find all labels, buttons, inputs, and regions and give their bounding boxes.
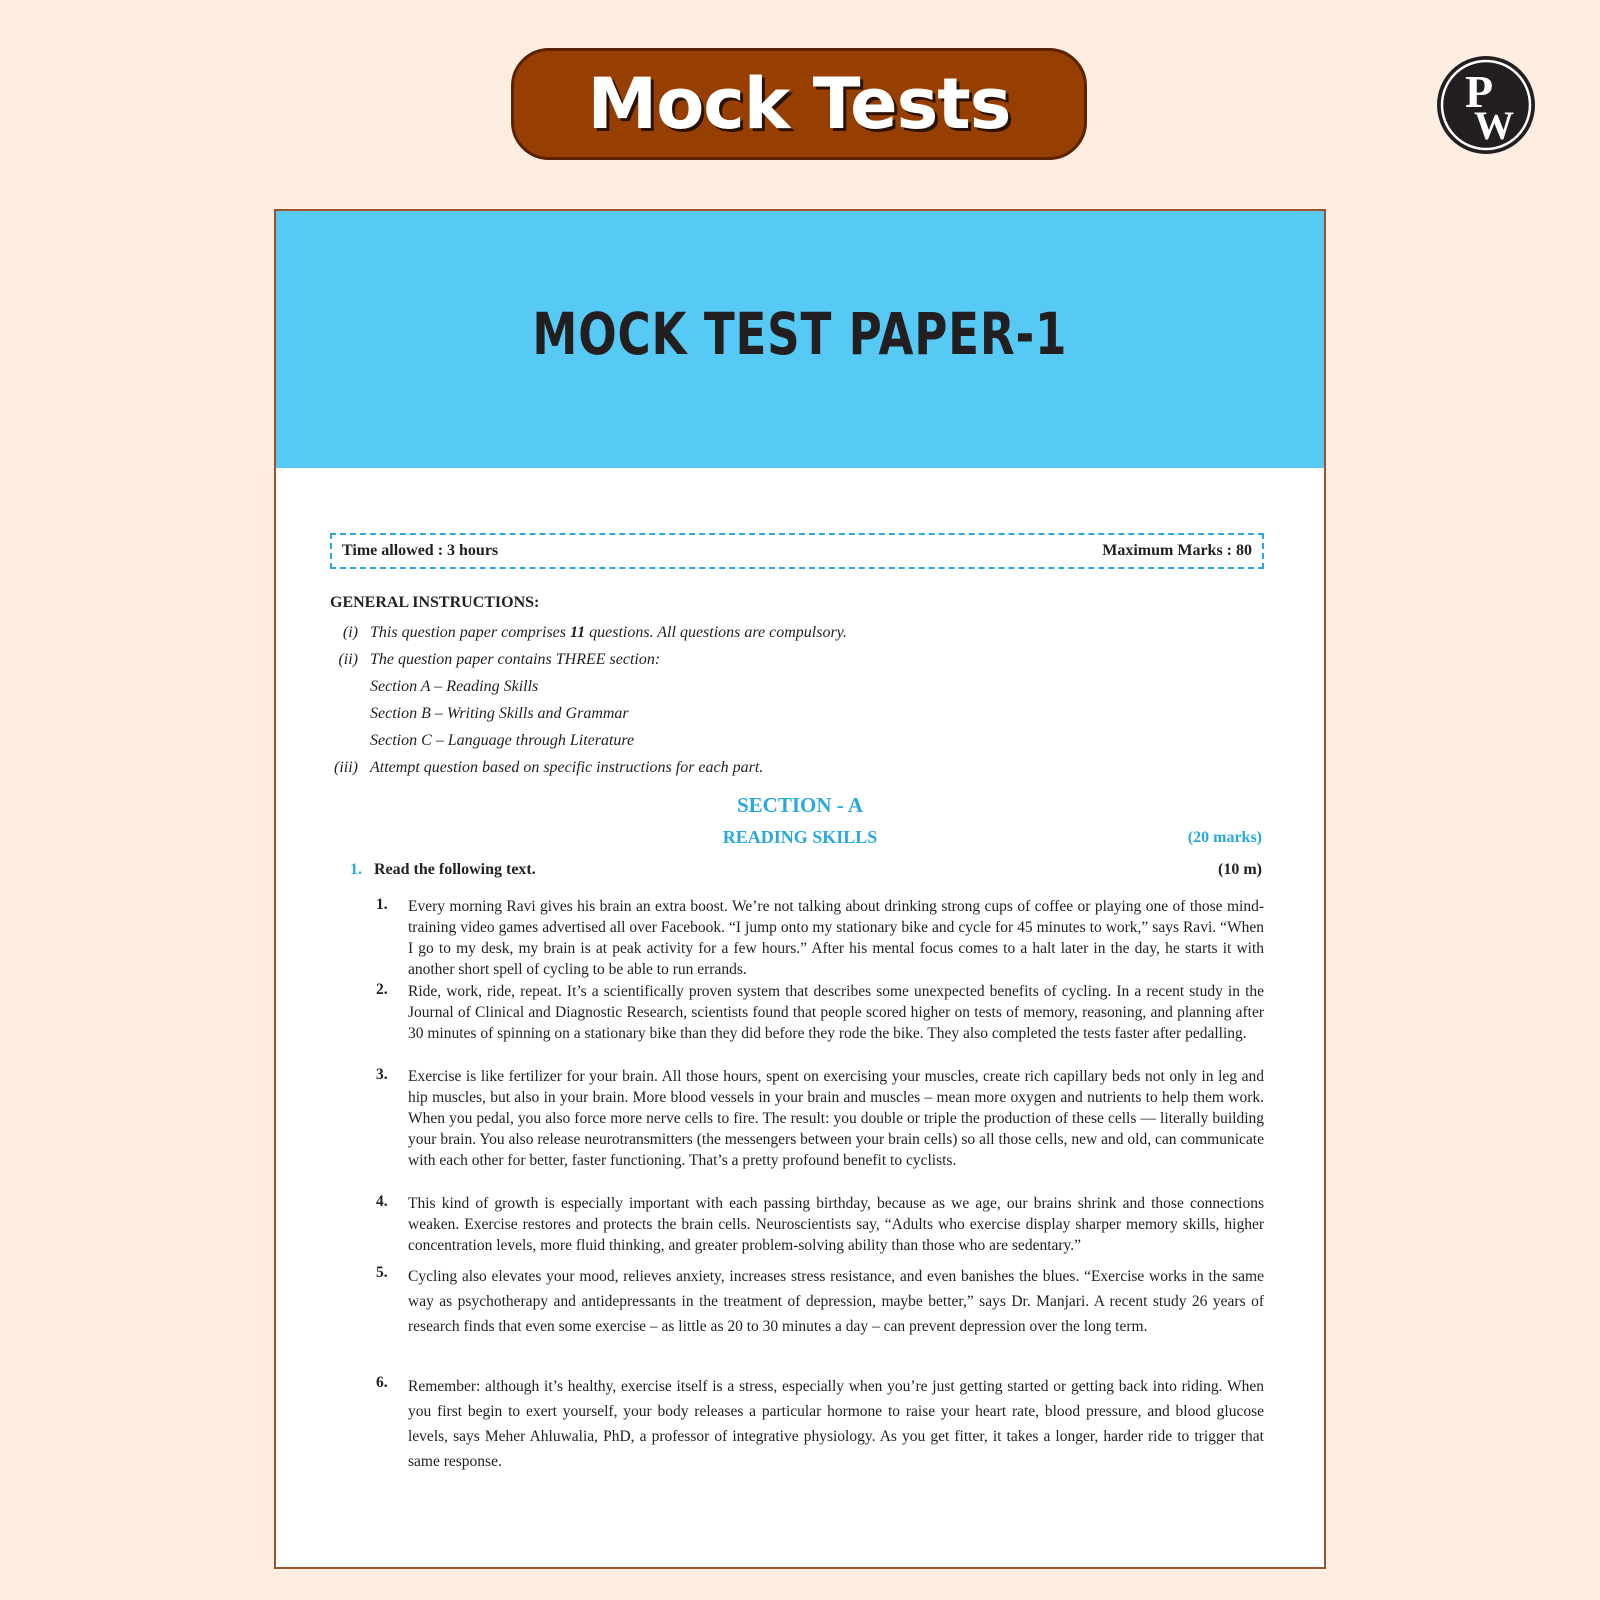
paragraph-text: Every morning Ravi gives his brain an extra boost. We’re not talking about drinking strong cups of coffee or playing one of those mind-training video games advertised all over Facebook. “I jump onto my stationary bike and cycle for 45 minutes to work,” says Ravi. “When I go to my desk, my brain is at peak activity for a few hours.” After his mental focus comes to a halt later in the day, he starts it with another short spell of cycling to be able to run errands.	[408, 898, 1264, 978]
instruction-number: (ii)	[338, 651, 358, 668]
question-number: 1.	[350, 861, 362, 878]
paragraph-number: 4.	[376, 1193, 388, 1210]
paragraph-number: 1.	[376, 896, 388, 913]
instruction-3: Attempt question based on specific instructions for each part.	[370, 759, 764, 776]
section-marks: (20 marks)	[1187, 829, 1262, 846]
maximum-marks: Maximum Marks : 80	[1102, 542, 1252, 559]
time-allowed: Time allowed : 3 hours	[342, 542, 499, 559]
mock-test-sheet	[274, 209, 1326, 1569]
mock-tests-banner	[511, 48, 1087, 160]
paragraph-text: Ride, work, ride, repeat. It’s a scientifically proven system that describes some unexpected benefits of cycling. In a recent study in the Journal of Clinical and Diagnostic Research, scientists found that people scored higher on tests of memory, reasoning, and planning after 30 minutes of spinning on a stationary bike than they did before they rode the bike. They also completed the tests faster after pedalling.	[408, 983, 1264, 1042]
svg-text:P: P	[1464, 66, 1494, 117]
svg-text:W: W	[1474, 103, 1514, 148]
instruction-number: (iii)	[334, 759, 358, 776]
section-subtitle: READING SKILLS	[722, 827, 878, 847]
paragraph-number: 3.	[376, 1066, 388, 1083]
instruction-section-b: Section B – Writing Skills and Grammar	[370, 705, 629, 722]
exam-meta-box	[330, 533, 1264, 569]
instruction-1: This question paper comprises 11 questions. All questions are compulsory.	[370, 624, 847, 641]
paper-title: MOCK TEST PAPER-1	[532, 299, 1068, 368]
paragraph-number: 6.	[376, 1374, 388, 1391]
paragraph-text: Cycling also elevates your mood, relieves anxiety, increases stress resistance, and even banishes the blues. “Exercise works in the same way as psychotherapy and antidepressants in the treatment of depression, maybe better,” says Dr. Manjari. A recent study 26 years of research finds that even some exercise – as little as 20 to 30 minutes a day – can prevent depression over the long term.	[408, 1268, 1264, 1335]
paragraph-text: Remember: although it’s healthy, exercise itself is a stress, especially when you’re just getting started or getting back into riding. When you first begin to exert yourself, your body releases a particular hormone to raise your heart rate, blood pressure, and blood glucose levels, says Meher Ahluwalia, PhD, a professor of integrative physiology. As you get fitter, it takes a longer, harder ride to trigger that same response.	[408, 1378, 1264, 1470]
instruction-section-a: Section A – Reading Skills	[370, 678, 539, 695]
banner-title: Mock Tests	[587, 63, 1011, 145]
paragraph-number: 2.	[376, 981, 388, 998]
question-text: Read the following text.	[374, 861, 536, 878]
paper-header-band	[276, 211, 1324, 468]
section-title: SECTION - A	[736, 793, 864, 817]
paragraph-text: Exercise is like fertilizer for your brain. All those hours, spent on exercising your muscles, create rich capillary beds not only in leg and hip muscles, but also in your brain. More blood vessels in your brain and muscles – mean more oxygen and nutrients to help them work. When you pedal, you also force more nerve cells to fire. The result: you double or triple the production of these cells — literally building your brain. You also release neurotransmitters (the messengers between your brain cells) so all those cells, new and old, can communicate with each other for better, faster functioning. That’s a pretty profound benefit to cyclists.	[408, 1068, 1264, 1169]
instruction-2: The question paper contains THREE section:	[370, 651, 661, 668]
question-marks: (10 m)	[1218, 861, 1262, 878]
general-instructions-heading: GENERAL INSTRUCTIONS:	[330, 594, 540, 611]
instruction-number: (i)	[342, 624, 358, 641]
paragraph-number: 5.	[376, 1264, 388, 1281]
paragraph-text: This kind of growth is especially important with each passing birthday, because as we age, our brains shrink and those connections weaken. Exercise restores and protects the brain cells. Neuroscientists say, “Adults who exercise display sharper memory skills, higher concentration levels, more fluid thinking, and greater problem-solving ability than those who are sedentary.”	[408, 1195, 1264, 1254]
instruction-section-c: Section C – Language through Literature	[370, 732, 635, 749]
pw-logo	[1436, 55, 1536, 155]
